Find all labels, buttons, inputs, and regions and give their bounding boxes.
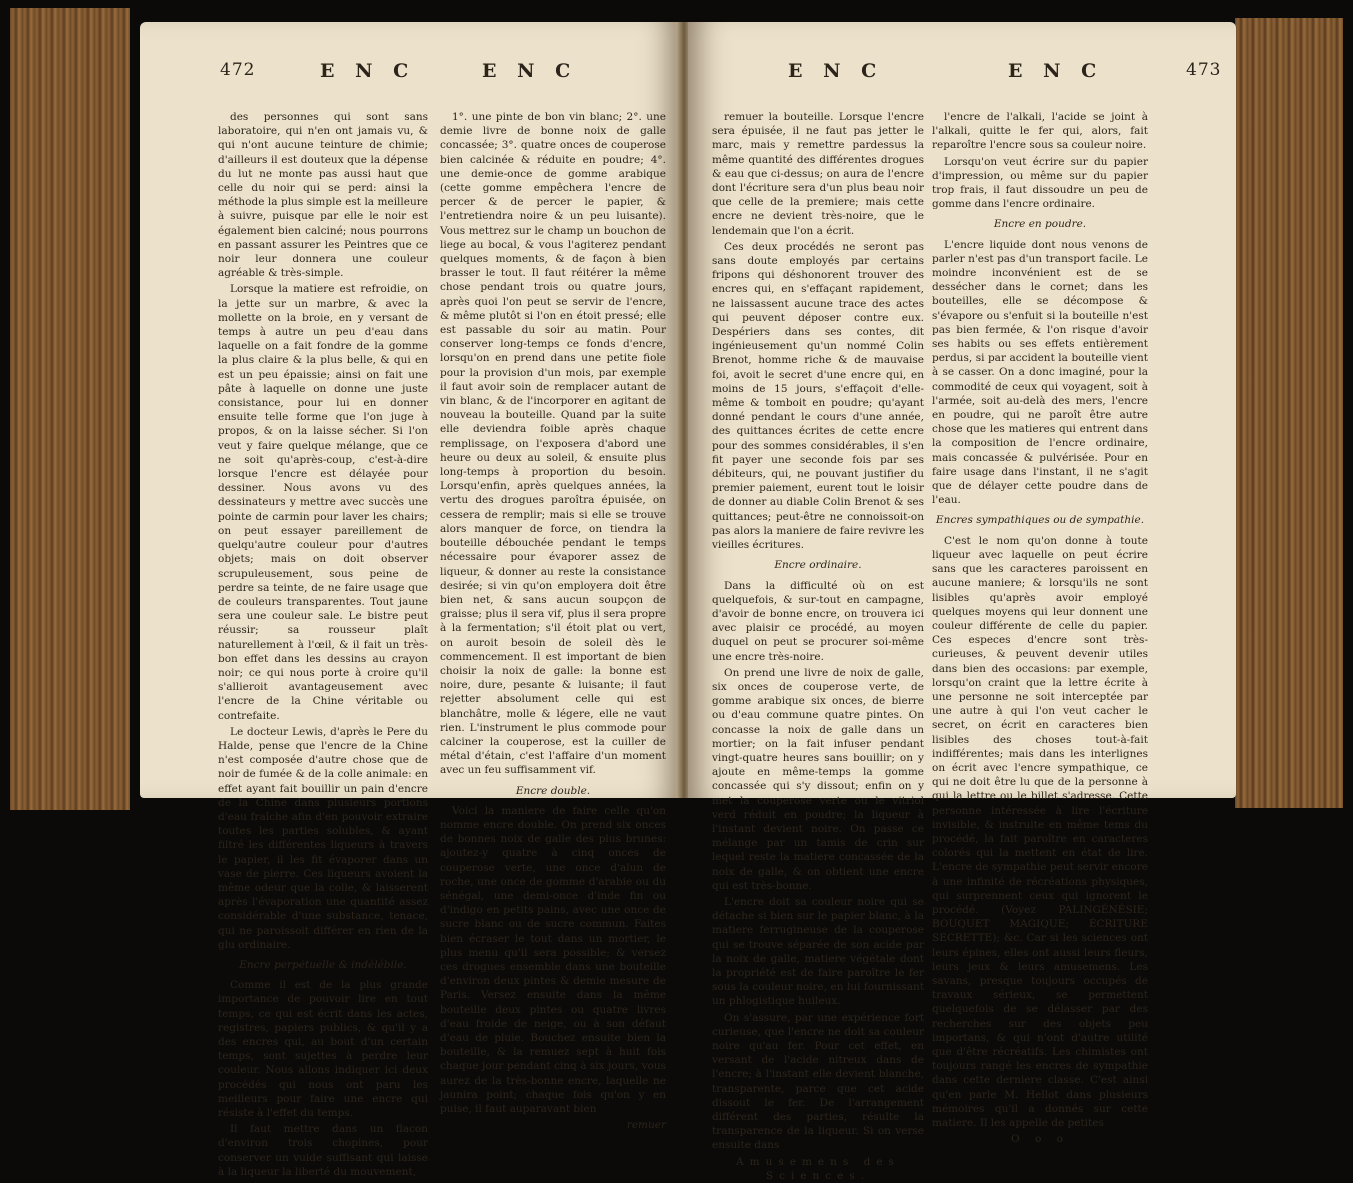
left-page <box>140 22 680 1178</box>
text-column <box>440 110 666 1132</box>
running-head: E N C <box>1008 60 1104 82</box>
section-heading: Encre ordinaire. <box>774 559 862 572</box>
paragraph: Dans la difficulté où on est quelquefois, & sur-tout en campagne, d'avoir de bonne encre, on trouvera ici avec plaisir ce procédé, au moyen duquel on peut se procurer soi-même une encre très-noire. <box>712 579 924 663</box>
paragraph: l'encre de l'alkali, l'acide se joint à l'alkali, quitte le fer qui, alors, fait reparoître l'encre sous sa couleur noire. <box>932 111 1148 152</box>
signature-line: Amusemens des Sciences. <box>736 1155 900 1182</box>
paragraph: L'encre doit sa couleur noire qui se détache si bien sur le papier blanc, à la matiere ferrugineuse de la couperose qui se trouve séparée de son acide par la noix de galle, matiere végétale dont la propriété est de faire paroître le fer sous la couleur noire, en lui fournissant un phlogistique huileux. <box>712 895 924 1008</box>
right-page-edges <box>1235 18 1343 808</box>
text-column <box>218 110 428 1178</box>
section-heading: Encre perpétuelle & indélébile. <box>239 958 407 971</box>
paragraph: remuer la bouteille. Lorsque l'encre sera épuisée, il ne faut pas jetter le marc, mais y remettre pardessus la même quantité des différentes drogues & eau que ci-dessus; on aura de l'encre dont l'écriture sera d'un plus beau noir que celle de la premiere; mais cette encre ne devient très-noire, que le lendemain que l'on a écrit. <box>712 111 924 237</box>
signature-line: O o o <box>1011 1133 1069 1146</box>
text-column <box>712 110 924 1182</box>
running-head: E N C <box>788 60 884 82</box>
left-page-header <box>140 60 680 100</box>
text-column <box>932 110 1148 1146</box>
left-page-edges <box>10 8 130 810</box>
paragraph: On s'assure, par une expérience fort curieuse, que l'encre ne doit sa couleur noire qu'au fer. Pour cet effet, en versant de l'acide nitreux dans de l'encre; à l'instant elle devient blanche, transparente, parce que cet acide dissout le fer. De l'arrangement différent des parties, résulte la transparence de la liqueur. Si on verse ensuite dans <box>712 1011 924 1152</box>
section-heading: Encres sympathiques ou de sympathie. <box>935 514 1145 527</box>
paragraph: Lorsqu'on veut écrire sur du papier d'impression, ou même sur du papier trop frais, il faut dissoudre un peu de gomme dans l'encre ordinaire. <box>932 155 1148 211</box>
running-head: E N C <box>320 60 416 82</box>
paragraph: 1°. une pinte de bon vin blanc; 2°. une demie livre de bonne noix de galle concassée; 3°. quatre onces de couperose bien calcinée & réduite en poudre; 4°. une demie-once de gomme arabique (cette gomme empêchera l'encre de percer & de percer le papier, & l'entretiendra noire & un peu luisante). Vous mettrez sur le champ un bouchon de liege au bocal, & vous l'agiterez pendant quelques moments, & de façon à bien brasser le tout. Il faut réitérer la même chose pendant trois ou quatre jours, après quoi l'on peut se servir de l'encre, & même plutôt si l'on en étoit pressé; elle est passable du soir au matin. Pour conserver long-temps ce fonds d'encre, lorsqu'on en prend dans une petite fiole pour la provision d'un mois, par exemple il faut avoir soin de remplacer autant de vin blanc, & de l'incorporer en agitant de nouveau la bouteille. Quand par la suite elle deviendra foible après chaque remplissage, on l'exposera d'abord une heure ou deux au soleil, & ensuite plus long-temps à proportion du besoin. Lorsqu'enfin, après quelques années, la vertu des drogues paroîtra épuisée, on cessera de remplir; mais si elle se trouve alors manquer de force, on tiendra la bouteille débouchée pendant le temps nécessaire pour évaporer assez de liqueur, & donner au reste la consistance desirée; si vin qu'on employera doit être bien net, & sans aucun soupçon de graisse; plus il sera vif, plus il sera propre à la fermentation; s'il étoit plat ou vert, on auroit besoin de soleil dès le commencement. Il est important de bien choisir la noix de galle: la bonne est noire, dure, pesante & luisante; il faut rejetter absolument celle qui est blanchâtre, molle & légere, elle ne vaut rien. L'instrument le plus commode pour calciner la couperose, est la cuiller de métal d'étain, c'est l'affaire d'un moment avec un feu suffisamment vif. <box>440 111 666 777</box>
right-page <box>688 22 1236 1182</box>
paragraph: Le docteur Lewis, d'après le Pere du Halde, pense que l'encre de la Chine n'est composée d'autre chose que de noir de fumée & de la colle animale: en effet ayant fait bouillir un pain d'encre de la Chine dans plusieurs portions d'eau fraîche afin d'en pouvoir extraire toutes les parties solubles, & ayant filtré les différentes liqueurs à travers le papier, il les fit évaporer dans un vase de pierre. Ces liqueurs avoient la même odeur que la colle, & laisserent après l'évaporation une quantité assez considérable d'une substance, tenace, qui ne paroissoit différer en rien de la glu ordinaire. <box>218 725 428 951</box>
paragraph: On prend une livre de noix de galle, six onces de couperose verte, de gomme arabique six onces, de bierre ou d'eau commune quatre pintes. On concasse la noix de galle dans un mortier; on la fait infuser pendant vingt-quatre heures sans bouillir; on y ajoute en même-temps la gomme concassée qui s'y dissout; enfin on y met la couperose verte ou le vitriol verd réduit en poudre; la liqueur à l'instant devient noire. On passe ce mélange par un tamis de crin sur lequel reste la matiere concassée de la noix de galle, & on obtient une encre qui est très-bonne. <box>712 666 924 892</box>
page-number: 473 <box>1186 60 1222 80</box>
catchword: remuer <box>626 1119 666 1132</box>
running-head: E N C <box>482 60 578 82</box>
paragraph: Voici la maniere de faire celle qu'on nomme encre double. On prend six onces de bonnes noix de galle des plus brunes: ajoutez-y quatre à cinq onces de couperose verte, une once d'alun de roche, une once de gomme d'arabie ou du sénégal, une demi-once d'inde fin ou d'indigo en petits pains, avec une once de sucre blanc ou de sucre commun. Faites bien écraser le tout dans un mortier, le plus menu qu'il sera possible; & versez ces drogues ensemble dans une bouteille d'environ deux pintes & demie mesure de Paris. Versez ensuite dans la même bouteille deux pintes ou quatre livres d'eau froide de neige, ou à son défaut d'eau de pluie. Bouchez ensuite bien la bouteille, & la remuez sept à huit fois chaque jour pendant cinq à six jours, vous aurez de la très-bonne encre, laquelle ne jaunira point; chaque fois qu'on y en puise, il faut auparavant bien <box>440 804 666 1116</box>
section-heading: Encre en poudre. <box>993 218 1087 231</box>
paragraph: Ces deux procédés ne seront pas sans doute employés par certains fripons qui déshonorent trouver des encres qui, en s'effaçant rapidement, ne laissassent aucune trace des actes qui peuvent déposer contre eux. Despériers dans ses contes, dit ingénieusement qu'un nommé Colin Brenot, homme riche & de mauvaise foi, avoit le secret d'une encre qui, en moins de 15 jours, s'effaçoit d'elle-même & tomboit en poudre; qu'ayant donné pendant le cours d'une année, des quittances écrites de cette encre pour des sommes considérables, il s'en fit payer une seconde fois par ses débiteurs, qui, ne pouvant justifier du premier paiement, eurent tout le loisir de donner au diable Colin Brenot & ses quittances; peut-être ne connoissoit-on pas alors la maniere de faire revivre les vieilles écritures. <box>712 240 924 552</box>
right-page-header <box>688 60 1236 100</box>
paragraph: Comme il est de la plus grande importance de pouvoir lire en tout temps, ce qui est écrit dans les actes, registres, papiers publics, & qu'il y a des encres qui, au bout d'un certain temps, sont sujettes à perdre leur couleur. Nous allons indiquer ici deux procédés qui nous ont paru les meilleurs pour faire une encre qui résiste à l'effet du temps. <box>218 979 428 1120</box>
paragraph: L'encre liquide dont nous venons de parler n'est pas d'un transport facile. Le moindre inconvénient est de se dessécher dans le cornet; dans les bouteilles, elle se décompose & s'évapore ou s'enfuit si la bouteille n'est pas bien fermée, & l'on risque d'avoir ses habits ou ses effets entièrement perdus, si par accident la bouteille vient à se casser. On a donc imaginé, pour la commodité de ceux qui voyagent, soit à l'armée, soit au-delà des mers, l'encre en poudre, qui ne paroît être autre chose que les matieres qui entrent dans la composition de l'encre ordinaire, mais concassée & pulvérisée. Pour en faire usage dans l'instant, il ne s'agit que de délayer cette poudre dans de l'eau. <box>932 238 1148 507</box>
paragraph: Il faut mettre dans un flacon d'environ trois chopines, pour conserver un vuide suffisant qui laisse à la liqueur la liberté du mouvement, <box>218 1123 428 1178</box>
page-number: 472 <box>220 60 256 80</box>
paragraph: Lorsque la matiere est refroidie, on la jette sur un marbre, & avec la mollette on la broie, en y versant de temps à autre un peu d'eau dans laquelle on a fait fondre de la gomme la plus claire & la plus belle, & qui en est un peu épaissie; ainsi on fait une pâte à laquelle on donne une juste consistance, pour lui en donner ensuite telle forme que l'on juge à propos, & on la laisse sécher. Si l'on veut y faire quelque mélange, que ce ne soit qu'après-coup, c'est-à-dire lorsque l'encre est délayée pour dessiner. Nous avons vu des dessinateurs y mettre avec succès une pointe de carmin pour laver les chairs; on peut essayer pareillement de quelqu'autre couleur pour d'autres objets; mais on doit observer scrupuleusement, sous peine de perdre sa teinte, de ne faire usage que de couleurs transparentes. Tout jaune sera une couleur sale. Le bistre peut réussir; sa rousseur plaît naturellement à l'œil, & il fait un très-bon effet dans les dessins au crayon noir; ce qui nous porte à croire qu'il s'allieroit avantageusement avec l'encre de la Chine véritable ou contrefaite. <box>218 283 428 722</box>
paragraph: C'est le nom qu'on donne à toute liqueur avec laquelle on peut écrire sans que les caracteres paroissent en aucune maniere; & lorsqu'ils ne sont lisibles qu'après avoir employé quelques moyens qui leur donnent une couleur différente de celle du papier. Ces especes d'encre sont très-curieuses, & peuvent devenir utiles dans bien des occasions: par exemple, lorsqu'on craint que la lettre écrite à une personne ne soit interceptée par une autre à qui l'on veut cacher le secret, on écrit en caracteres bien lisibles des choses tout-à-fait indifférentes; mais dans les interlignes on écrit avec l'encre sympathique, ce qui ne doit être lu que de la personne à qui la lettre ou le billet s'adresse. Cette personne intéressée à lire l'écriture invisible, & instruite en même tems du procédé, la fait paroître en caracteres colorés qui la mettent en état de lire. L'encre de sympathie peut servir encore à une infinité de récréations physiques, qui surprennent ceux qui ignorent le procédé. (Voyez PALINGÉNÉSIE; BOUQUET MAGIQUE; ÉCRITURE SECRETTE); &c. Car si les sciences ont leurs épines, elles ont aussi leurs fleurs, leurs jeux & leurs amusemens. Les savans, presque toujours occupés de travaux sérieux, se permettent quelquefois de se délasser par des recherches sur des objets peu importans, & qui n'ont d'autre utilité que d'être récréatifs. Les chimistes ont toujours rangé les encres de sympathie dans cette derniere classe. C'est ainsi qu'en parle M. Hellot dans plusieurs mémoires qu'il a donnés sur cette matiere. Il les appelle de petites <box>932 534 1148 1130</box>
paragraph: des personnes qui sont sans laboratoire, qui n'en ont jamais vu, & qui n'ont aucune teinture de chimie; d'ailleurs il est douteux que la dépense du lut ne monte pas aussi haut que celle du noir qui se perd: ainsi la méthode la plus simple est la meilleure à suivre, puisque par elle le noir est également bien calciné; nous pourrons en passant assurer les Peintres que ce noir leur donnera une couleur agréable & très-simple. <box>218 111 428 280</box>
section-heading: Encre double. <box>515 784 591 797</box>
